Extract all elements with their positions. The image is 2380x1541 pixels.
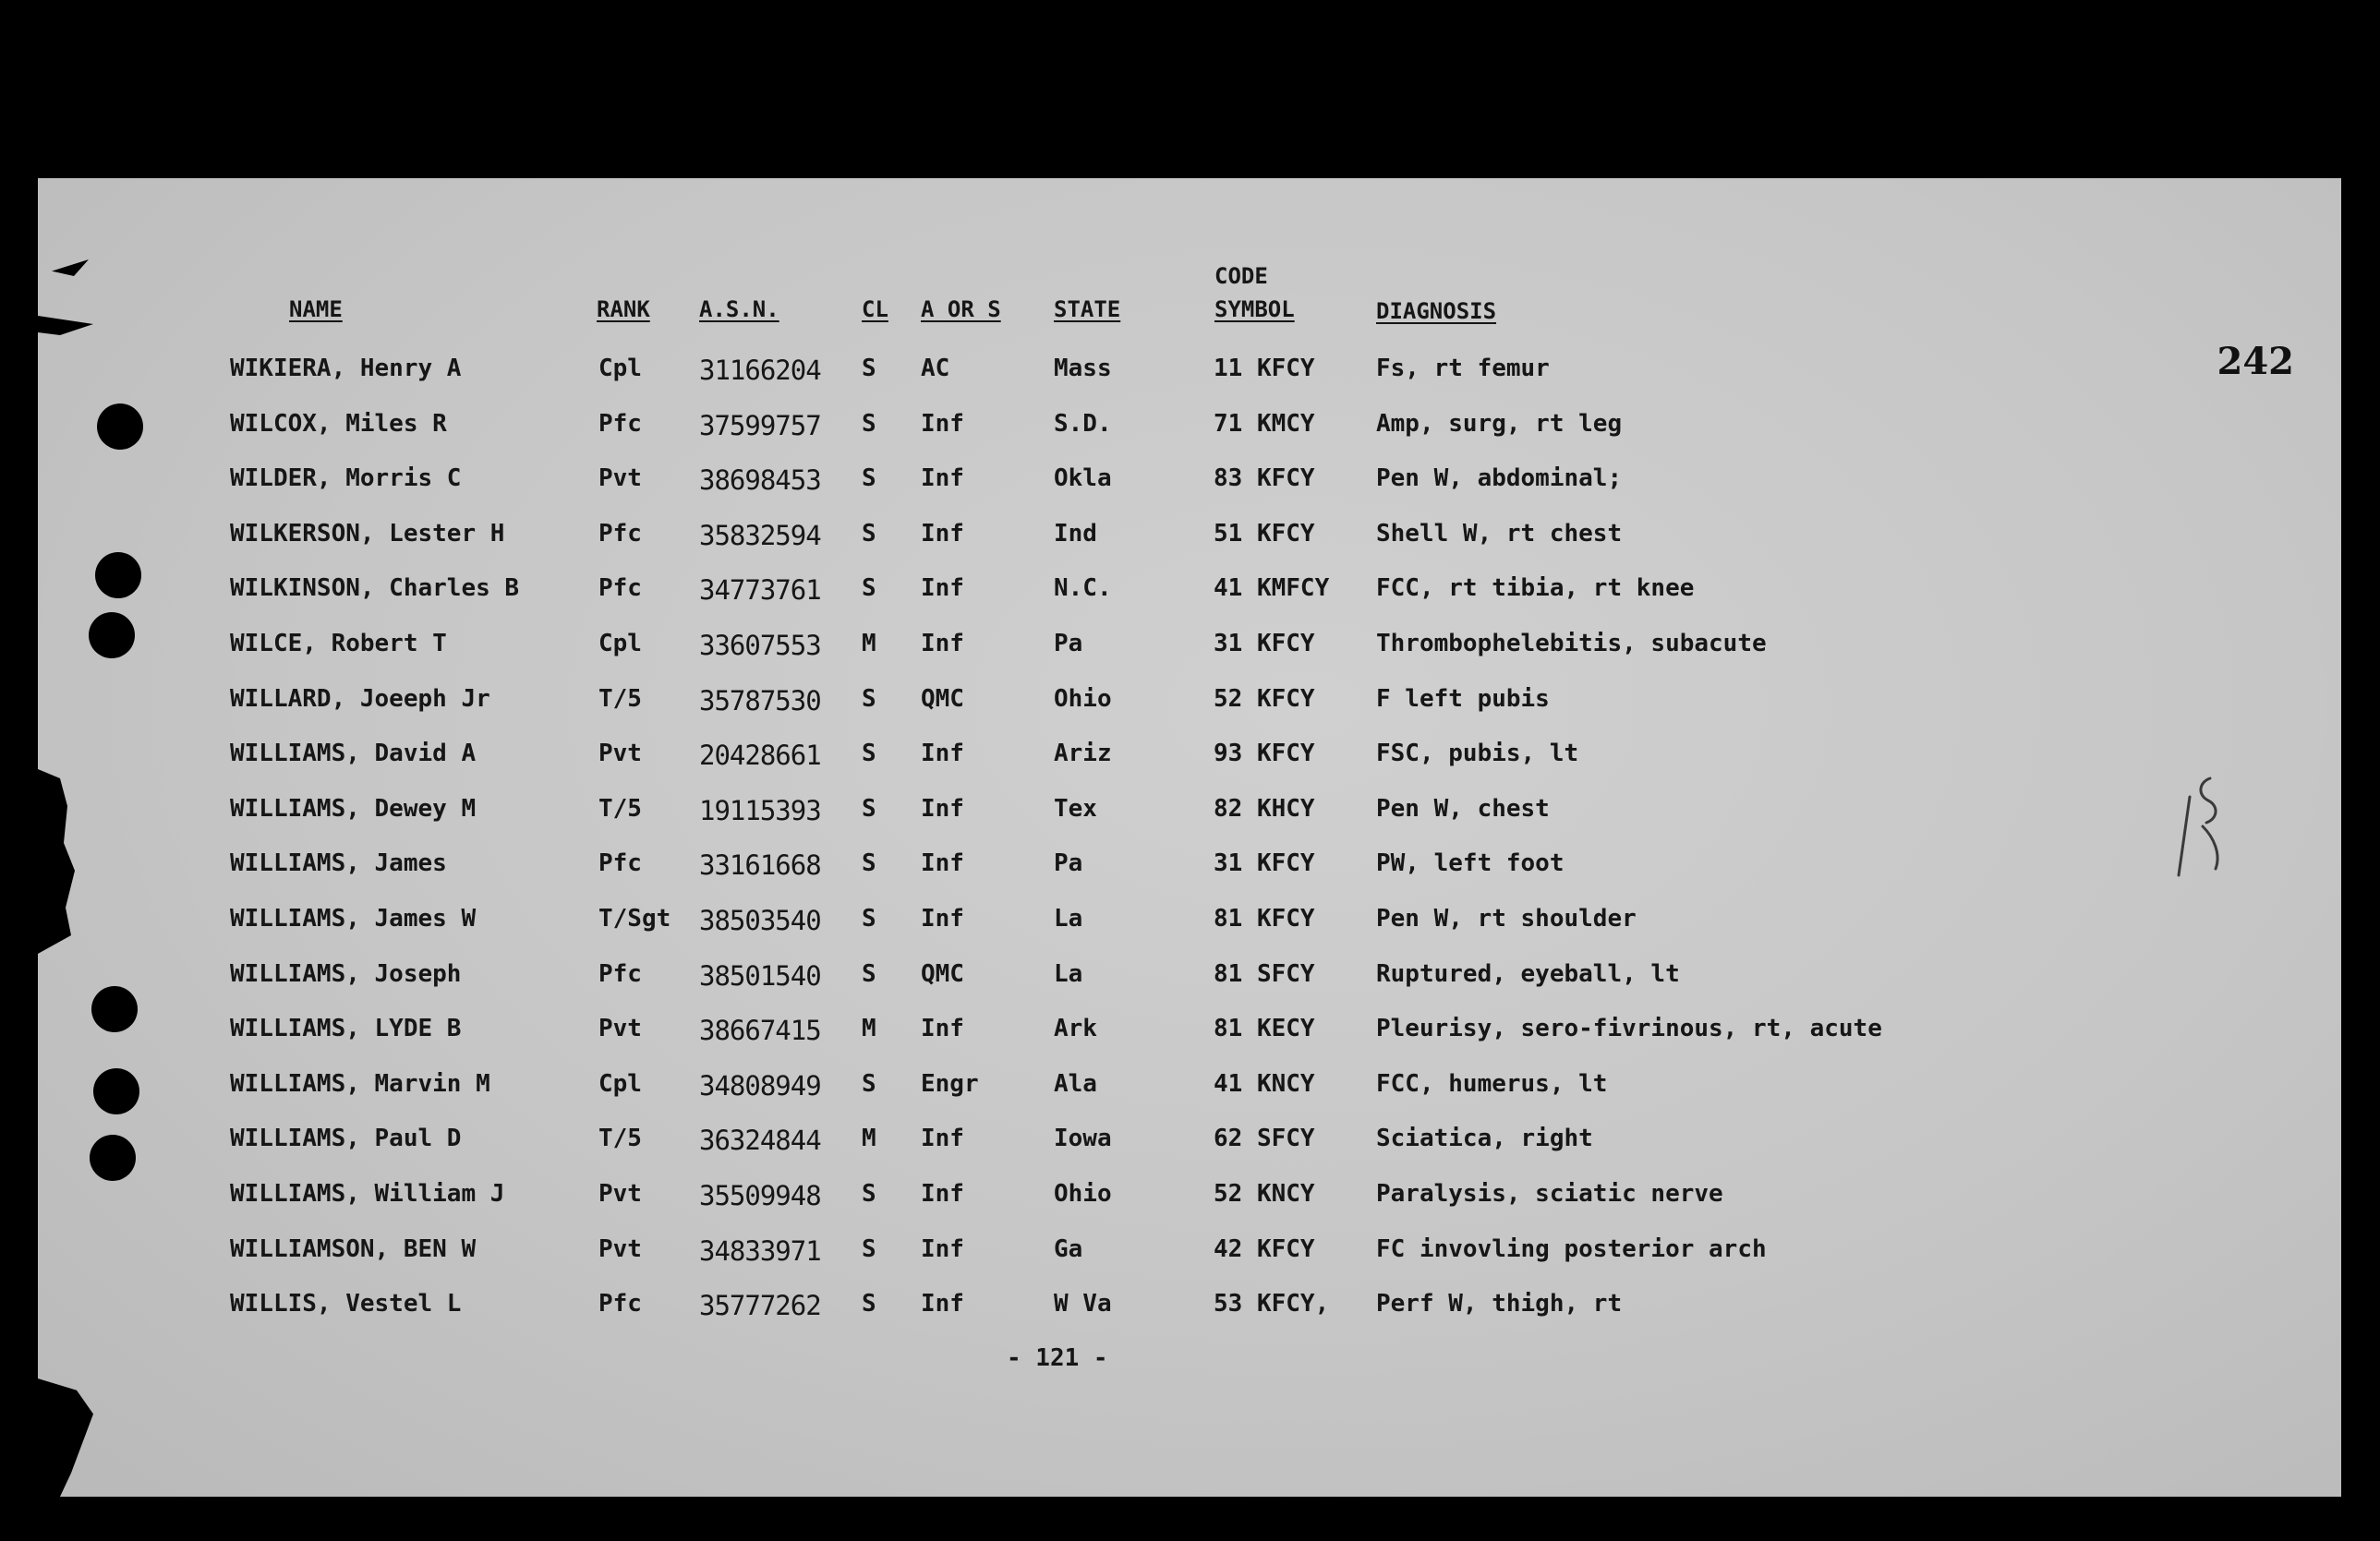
cell-cl: S xyxy=(862,519,876,548)
cell-a-or-s: Inf xyxy=(921,1180,964,1208)
cell-rank: Cpl xyxy=(598,355,642,382)
cell-diagnosis: Amp, surg, rt leg xyxy=(1376,409,1623,438)
table-row xyxy=(38,520,2341,557)
cell-name: WILKERSON, Lester H xyxy=(230,519,505,548)
cell-code-symbol: 52 KNCY xyxy=(1214,1180,1315,1208)
table-row xyxy=(38,905,2341,942)
table-row xyxy=(38,1235,2341,1272)
cell-diagnosis: Paralysis, sciatic nerve xyxy=(1376,1180,1723,1208)
table-row xyxy=(38,960,2341,997)
cell-cl: M xyxy=(862,1125,876,1153)
cell-cl: S xyxy=(862,409,876,438)
cell-diagnosis: Shell W, rt chest xyxy=(1376,519,1623,548)
cell-asn: 38503540 xyxy=(699,905,821,936)
cell-name: WILLIAMSON, BEN W xyxy=(230,1234,477,1263)
cell-a-or-s: Inf xyxy=(921,1290,964,1318)
cell-asn: 33161668 xyxy=(699,849,821,882)
cell-a-or-s: Inf xyxy=(921,905,964,933)
cell-name: WILLIAMS, William J xyxy=(230,1180,505,1208)
table-row xyxy=(38,355,2341,391)
cell-state: Ala xyxy=(1054,1069,1097,1098)
cell-asn: 19115393 xyxy=(699,794,821,826)
cell-code-symbol: 41 KNCY xyxy=(1214,1069,1315,1098)
cell-diagnosis: Perf W, thigh, rt xyxy=(1376,1290,1623,1318)
cell-diagnosis: Ruptured, eyeball, lt xyxy=(1376,959,1680,988)
cell-asn: 37599757 xyxy=(699,409,821,441)
cell-code-symbol: 82 KHCY xyxy=(1214,794,1315,823)
cell-asn: 34808949 xyxy=(699,1069,821,1102)
cell-name: WILCOX, Miles R xyxy=(230,409,447,438)
cell-state: S.D. xyxy=(1054,409,1112,438)
cell-state: Ohio xyxy=(1054,684,1112,713)
cell-a-or-s: Inf xyxy=(921,409,964,438)
page-stamp: 242 xyxy=(2217,340,2294,383)
cell-code-symbol: 31 KFCY xyxy=(1214,630,1315,657)
cell-diagnosis: Pen W, abdominal; xyxy=(1376,464,1623,493)
cell-state: La xyxy=(1054,905,1083,933)
cell-rank: Pfc xyxy=(598,519,642,548)
cell-rank: Pvt xyxy=(598,1180,642,1208)
table-row xyxy=(38,574,2341,611)
cell-state: Ind xyxy=(1054,519,1097,548)
table-row xyxy=(38,630,2341,667)
cell-diagnosis: Sciatica, right xyxy=(1376,1125,1593,1153)
cell-diagnosis: FCC, humerus, lt xyxy=(1376,1069,1608,1098)
header-asn: A.S.N. xyxy=(699,296,779,322)
cell-rank: T/5 xyxy=(598,684,642,713)
cell-cl: S xyxy=(862,1180,876,1208)
table-row xyxy=(38,795,2341,832)
cell-rank: Pvt xyxy=(598,464,642,493)
cell-diagnosis: Pleurisy, sero-fivrinous, rt, acute xyxy=(1376,1015,1882,1043)
cell-code-symbol: 93 KFCY xyxy=(1214,740,1315,768)
cell-rank: Pfc xyxy=(598,849,642,878)
cell-cl: S xyxy=(862,1069,876,1098)
cell-state: Pa xyxy=(1054,849,1083,878)
header-diagnosis: DIAGNOSIS xyxy=(1376,298,1497,324)
cell-cl: S xyxy=(862,355,876,382)
cell-rank: Pfc xyxy=(598,409,642,438)
cell-diagnosis: F left pubis xyxy=(1376,684,1550,713)
column-headers xyxy=(38,178,2341,326)
table-row xyxy=(38,1290,2341,1327)
cell-cl: M xyxy=(862,630,876,657)
cell-name: WILLIS, Vestel L xyxy=(230,1290,462,1318)
cell-asn: 35787530 xyxy=(699,684,821,716)
cell-a-or-s: Inf xyxy=(921,464,964,493)
cell-asn: 20428661 xyxy=(699,740,821,772)
cell-name: WILLARD, Joeeph Jr xyxy=(230,684,490,713)
record-sheet xyxy=(38,178,2341,1497)
cell-code-symbol: 83 KFCY xyxy=(1214,464,1315,493)
cell-a-or-s: QMC xyxy=(921,684,964,713)
header-code: CODE xyxy=(1214,263,1268,289)
cell-name: WIKIERA, Henry A xyxy=(230,355,462,382)
cell-rank: T/5 xyxy=(598,794,642,823)
cell-a-or-s: Inf xyxy=(921,630,964,657)
cell-asn: 34833971 xyxy=(699,1234,821,1267)
cell-state: Mass xyxy=(1054,355,1112,382)
cell-a-or-s: Inf xyxy=(921,794,964,823)
cell-diagnosis: FC invovling posterior arch xyxy=(1376,1234,1767,1263)
cell-diagnosis: PW, left foot xyxy=(1376,849,1565,878)
cell-name: WILLIAMS, LYDE B xyxy=(230,1015,462,1043)
table-row xyxy=(38,849,2341,886)
cell-a-or-s: QMC xyxy=(921,959,964,988)
cell-rank: T/5 xyxy=(598,1125,642,1153)
cell-diagnosis: Pen W, rt shoulder xyxy=(1376,905,1637,933)
cell-rank: Pfc xyxy=(598,959,642,988)
cell-cl: S xyxy=(862,905,876,933)
cell-state: W Va xyxy=(1054,1290,1112,1318)
cell-a-or-s: Inf xyxy=(921,1125,964,1153)
cell-rank: Pfc xyxy=(598,1290,642,1318)
cell-diagnosis: FCC, rt tibia, rt knee xyxy=(1376,574,1695,603)
cell-diagnosis: Fs, rt femur xyxy=(1376,355,1550,382)
table-row xyxy=(38,1125,2341,1162)
cell-state: La xyxy=(1054,959,1083,988)
cell-state: Iowa xyxy=(1054,1125,1112,1153)
cell-code-symbol: 41 KMFCY xyxy=(1214,574,1330,603)
cell-code-symbol: 11 KFCY xyxy=(1214,355,1315,382)
cell-a-or-s: AC xyxy=(921,355,950,382)
cell-cl: S xyxy=(862,574,876,603)
cell-diagnosis: Pen W, chest xyxy=(1376,794,1550,823)
header-rank: RANK xyxy=(597,296,650,322)
cell-code-symbol: 53 KFCY, xyxy=(1214,1290,1330,1318)
cell-state: Ark xyxy=(1054,1015,1097,1043)
cell-state: Okla xyxy=(1054,464,1112,493)
cell-a-or-s: Engr xyxy=(921,1069,979,1098)
cell-state: Tex xyxy=(1054,794,1097,823)
cell-asn: 38667415 xyxy=(699,1015,821,1047)
cell-name: WILKINSON, Charles B xyxy=(230,574,520,603)
cell-cl: M xyxy=(862,1015,876,1043)
cell-rank: Pvt xyxy=(598,740,642,768)
cell-a-or-s: Inf xyxy=(921,1234,964,1263)
table-row xyxy=(38,410,2341,447)
cell-asn: 38501540 xyxy=(699,959,821,992)
cell-name: WILLIAMS, James xyxy=(230,849,447,878)
cell-asn: 35509948 xyxy=(699,1180,821,1211)
cell-rank: Pvt xyxy=(598,1234,642,1263)
cell-name: WILLIAMS, Dewey M xyxy=(230,794,477,823)
cell-cl: S xyxy=(862,794,876,823)
cell-asn: 35832594 xyxy=(699,519,821,551)
table-row xyxy=(38,1015,2341,1052)
cell-code-symbol: 31 KFCY xyxy=(1214,849,1315,878)
cell-code-symbol: 81 KECY xyxy=(1214,1015,1315,1043)
header-symbol: SYMBOL xyxy=(1214,296,1295,322)
cell-state: Ariz xyxy=(1054,740,1112,768)
cell-asn: 34773761 xyxy=(699,574,821,607)
cell-name: WILDER, Morris C xyxy=(230,464,462,493)
cell-state: Pa xyxy=(1054,630,1083,657)
cell-asn: 38698453 xyxy=(699,464,821,497)
cell-a-or-s: Inf xyxy=(921,519,964,548)
cell-rank: Cpl xyxy=(598,1069,642,1098)
header-cl: CL xyxy=(862,296,888,322)
cell-a-or-s: Inf xyxy=(921,740,964,768)
cell-asn: 35777262 xyxy=(699,1290,821,1322)
cell-cl: S xyxy=(862,464,876,493)
cell-name: WILLIAMS, Marvin M xyxy=(230,1069,490,1098)
table-row xyxy=(38,464,2341,501)
cell-code-symbol: 62 SFCY xyxy=(1214,1125,1315,1153)
cell-asn: 33607553 xyxy=(699,630,821,661)
cell-cl: S xyxy=(862,1290,876,1318)
handwritten-mark xyxy=(2162,769,2236,889)
cell-code-symbol: 81 SFCY xyxy=(1214,959,1315,988)
cell-asn: 36324844 xyxy=(699,1125,821,1157)
header-name: NAME xyxy=(289,296,343,322)
cell-name: WILLIAMS, David A xyxy=(230,740,477,768)
cell-cl: S xyxy=(862,959,876,988)
cell-code-symbol: 42 KFCY xyxy=(1214,1234,1315,1263)
header-a-or-s: A OR S xyxy=(921,296,1001,322)
torn-edge xyxy=(38,1378,93,1497)
cell-state: Ga xyxy=(1054,1234,1083,1263)
cell-a-or-s: Inf xyxy=(921,849,964,878)
cell-state: Ohio xyxy=(1054,1180,1112,1208)
cell-code-symbol: 81 KFCY xyxy=(1214,905,1315,933)
cell-rank: T/Sgt xyxy=(598,905,671,933)
cell-cl: S xyxy=(862,849,876,878)
cell-diagnosis: Thrombophelebitis, subacute xyxy=(1376,630,1767,657)
cell-state: N.C. xyxy=(1054,574,1112,603)
table-row xyxy=(38,740,2341,777)
cell-cl: S xyxy=(862,1234,876,1263)
cell-rank: Cpl xyxy=(598,630,642,657)
cell-code-symbol: 71 KMCY xyxy=(1214,409,1315,438)
cell-name: WILLIAMS, Paul D xyxy=(230,1125,462,1153)
cell-asn: 31166204 xyxy=(699,355,821,386)
cell-cl: S xyxy=(862,684,876,713)
cell-rank: Pvt xyxy=(598,1015,642,1043)
cell-diagnosis: FSC, pubis, lt xyxy=(1376,740,1579,768)
cell-a-or-s: Inf xyxy=(921,1015,964,1043)
cell-cl: S xyxy=(862,740,876,768)
table-row xyxy=(38,1180,2341,1217)
cell-code-symbol: 52 KFCY xyxy=(1214,684,1315,713)
cell-name: WILLIAMS, Joseph xyxy=(230,959,462,988)
cell-name: WILCE, Robert T xyxy=(230,630,447,657)
cell-code-symbol: 51 KFCY xyxy=(1214,519,1315,548)
page-number: - 121 - xyxy=(1007,1344,1108,1372)
cell-a-or-s: Inf xyxy=(921,574,964,603)
table-row xyxy=(38,685,2341,722)
cell-rank: Pfc xyxy=(598,574,642,603)
cell-name: WILLIAMS, James W xyxy=(230,905,477,933)
header-state: STATE xyxy=(1054,296,1121,322)
table-row xyxy=(38,1070,2341,1107)
